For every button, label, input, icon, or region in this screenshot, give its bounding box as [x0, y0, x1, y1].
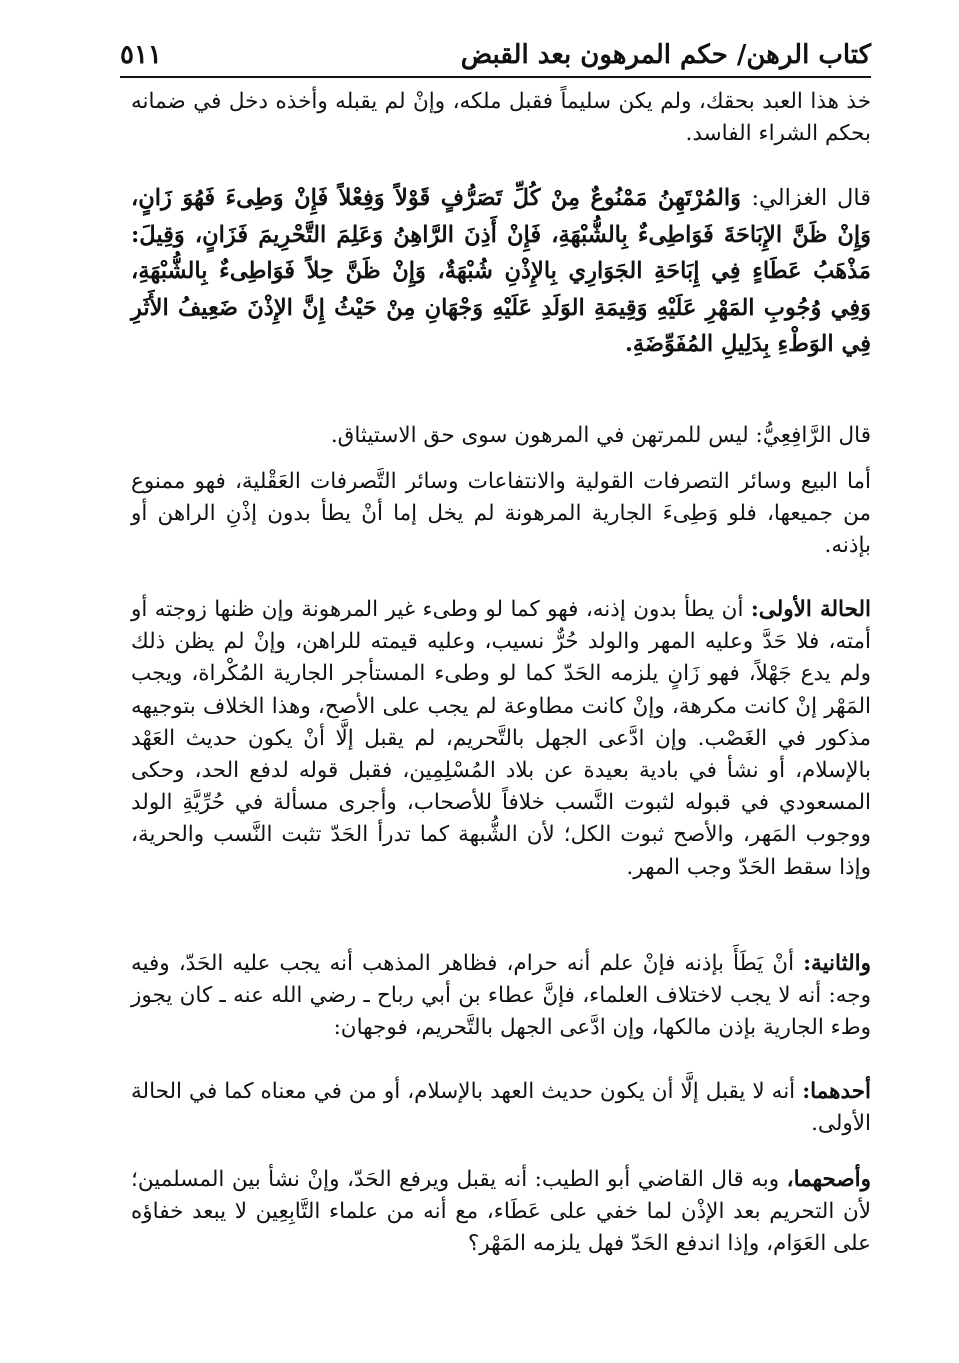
paragraph-text: ليس للمرتهن في المرهون سوى حق الاستيثاق.: [330, 423, 749, 448]
paragraph-text: خذ هذا العبد بحقك، ولم يكن سليماً فقبل ملكه، وإنْ لم يقبله وأخذه دخل في ضمانه بحكم الشراء الفاسد.: [131, 89, 871, 146]
paragraph-text: وَالمُرْتَهِنُ مَمْنُوعٌ مِنْ كُلِّ تَصَرُّفٍ قَوْلاً وَفِعْلاً فَإِنْ وَطِىءَ فَهُوَ زَانٍ، وَإِنْ ظَنَّ الإِبَاحَةَ فَوَاطِىءٌ بِالشُّبْهَةِ، فَإِنْ أَذِنَ الرَّاهِنُ وَعَلِمَ التَّحْرِيمَ فَزَانٍ، وَقِيلَ: مَذْهَبُ عَطَاءٍ فِي إِبَاحَةِ الجَوَارِي بِالإِذْنِ شُبْهَةٌ، وَإِنْ ظَنَّ حِلاً فَوَاطِىءٌ بِالشُّبْهَةِ، وَفِي وُجُوبِ المَهْرِ عَلَيْهِ وَقِيمَةِ الوَلَدِ عَلَيْهِ وَجْهَانِ مِنْ حَيْثُ إِنَّ الإِذْنَ ضَعِيفُ الأَثَرِ فِي الوَطْءِ بِدَلِيلِ المُفَوِّضَةِ.: [131, 185, 871, 357]
paragraph-sounder-view: [131, 1164, 871, 1260]
paragraph-sale: [131, 466, 871, 562]
paragraph-ghazali-quote: [131, 180, 871, 363]
paragraph-lead: والثانية:: [803, 951, 871, 976]
paragraph-lead: قال الغزالي:: [751, 185, 871, 211]
paragraph-lead: أحدهما:: [802, 1079, 871, 1104]
paragraph-first-view: [131, 1076, 871, 1140]
paragraph-lead: قال الرَّافِعِيُّ:: [755, 423, 871, 448]
paragraph-lead: وأصحهما،: [786, 1167, 871, 1192]
paragraph-continuation: [131, 86, 871, 150]
paragraph-first-case: [131, 594, 871, 884]
paragraph-text: أنْ يَطَأَ بإذنه فإنْ علم أنه حرام، فظاهر المذهب أنه يجب عليه الحَدّ، وفيه وجه: أنه لا يجب لاختلاف العلماء، فإنَّ عطاء بن أبي رباح ـ رضي الله عنه ـ كان يجوز وطء الجارية بإذن مالكها، وإن ادَّعى الجهل بالتَّحريم، فوجهان:: [131, 951, 871, 1040]
running-header: [120, 22, 871, 78]
page-number: ٥١١: [120, 40, 162, 70]
paragraph-rafii: [131, 420, 871, 452]
paragraph-text: أن يطأ بدون إذنه، فهو كما لو وطىء غير المرهونة وإن ظنها زوجته أو أمته، فلا حَدَّ وعليه المهر والولد حُرٌّ نسيب، وعليه قيمته للراهن، وإنْ لم يظن ذلك ولم يدع جَهْلاً، فهو زَانٍ يلزمه الحَدّ كما لو وطىء المستأجر الجارية المُكْراة، ويجب المَهْر إنْ كانت مكرهة، وإنْ كانت مطاوعة لم يجب على الأصح، وهذا الخلاف بتوجيهه مذكور في الغَصْب. وإن ادَّعى الجهل بالتَّحريم، لم يقبل إلَّا أنْ يكون حديث العَهْد بالإسلام، أو نشأ في بادية بعيدة عن بلاد المُسْلِمِين، فقبل قوله لدفع الحد، وحكى المسعودي في قبوله لثبوت النَّسب خلافاً للأصحاب، وأجرى مسألة في حُرِّيَّةِ الولد ووجوب المَهر، والأصح ثبوت الكل؛ لأن الشُّبهة كما تدرأ الحَدّ تثبت النَّسب والحرية، وإذا سقط الحَدّ وجب المهر.: [131, 597, 871, 880]
paragraph-text: أنه لا يقبل إلَّا أن يكون حديث العهد بالإسلام، أو من في معناه كما في الحالة الأولى.: [131, 1079, 871, 1136]
paragraph-lead: الحالة الأولى:: [750, 597, 871, 622]
paragraph-text: أما البيع وسائر التصرفات القولية والانتفاعات وسائر التَّصرفات العَقْلية، فهو ممنوع من جميعها، فلو وَطِىءَ الجارية المرهونة لم يخل إما أنْ يطأ بدون إذْنِ الراهن أو بإذنه.: [131, 469, 871, 558]
paragraph-text: وبه قال القاضي أبو الطيب: أنه يقبل ويرفع الحَدّ، وإنْ نشأ بين المسلمين؛ لأن التحريم بعد الإذْن لما خفي على عَطَاء، مع أنه من علماء التَّابِعِين لا يبعد خفاؤه على العَوَام، وإذا اندفع الحَدّ فهل يلزمه المَهْر؟: [131, 1167, 871, 1256]
paragraph-second-case: [131, 948, 871, 1044]
chapter-title: كتاب الرهن/ حكم المرهون بعد القبض: [460, 40, 871, 70]
